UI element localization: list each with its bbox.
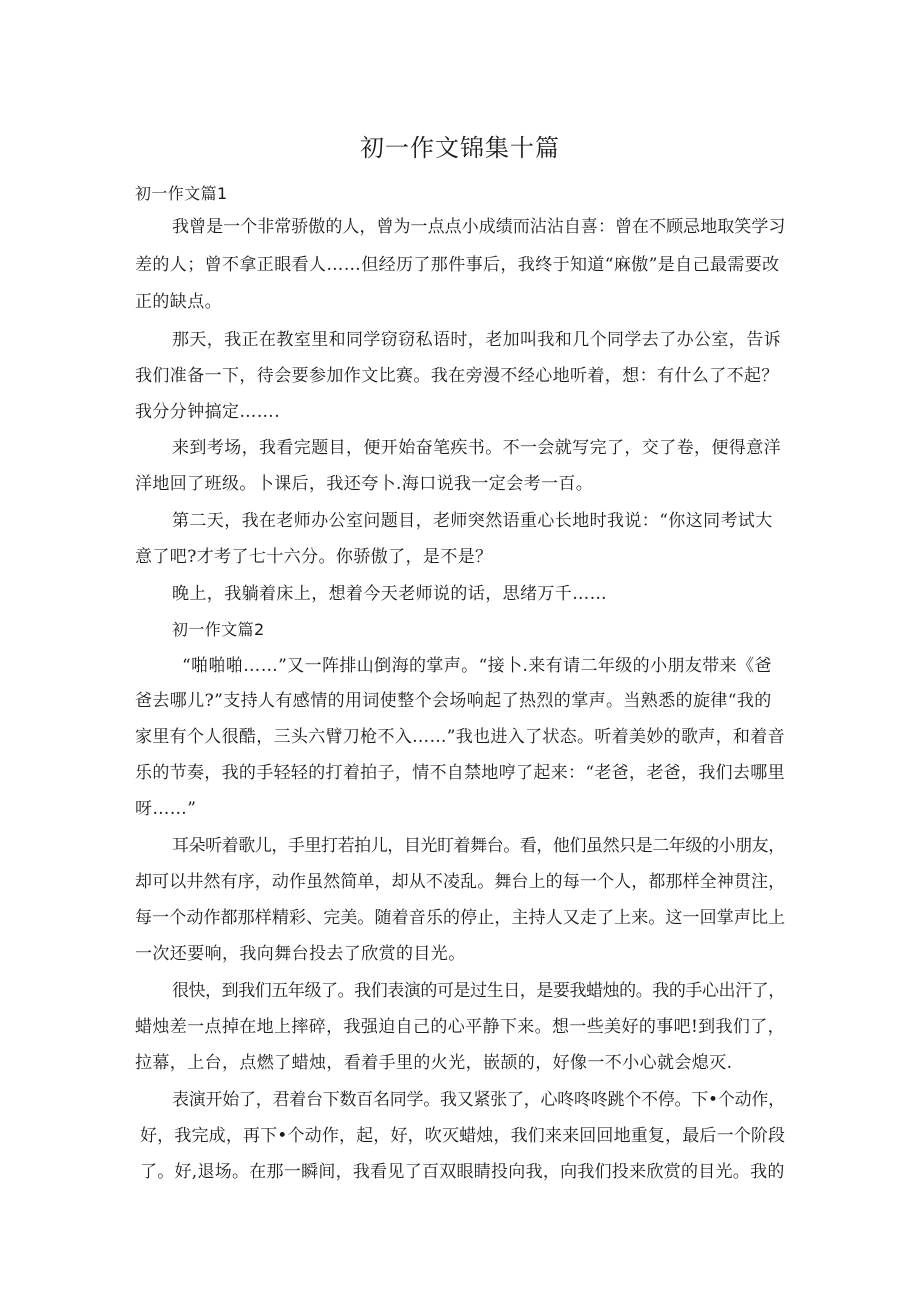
- paragraph-line: 来到考场，我看完题目，便开始奋笔疾书。不一会就写完了，交了卷，便得意洋: [172, 438, 781, 458]
- paragraph-line: 我分分钟搞定…….: [135, 402, 281, 422]
- section-heading-1: 初一作文篇1: [135, 184, 228, 203]
- paragraph-line: 乐的节奏，我的手轻轻的打着拍子，情不自禁地哼了起来：“老爸，老爸，我们去哪里: [135, 763, 785, 783]
- paragraph-line: 那天，我正在教室里和同学窃窃私语时，老加叫我和几个同学去了办公室，告诉: [172, 330, 781, 350]
- paragraph-line: 呀……”: [135, 799, 197, 819]
- paragraph-line: 拉幕，上台，点燃了蜡烛，看着手里的火光，嵌颉的，好像一不小心就会熄灭.: [135, 1053, 733, 1073]
- paragraph-line: 差的人；曾不拿正眼看人……但经历了那件事后，我终于知道“麻傲”是自己最需要改: [135, 255, 780, 275]
- paragraph-line: 爸去哪儿?”支持人有感情的用词使整个会场响起了热烈的掌声。当熟悉的旋律“我的: [135, 691, 772, 711]
- paragraph-line: 却可以井然有序，动作虽然简单，却从不凌乱。舞台上的每一个人，都那样全神贯注，: [135, 872, 786, 892]
- section-heading-2: 初一作文篇2: [172, 620, 265, 639]
- paragraph-line: 耳朵听着歌儿，手里打若拍儿，目光盯着舞台。看，他们虽然只是二年级的小朋友，: [172, 836, 785, 856]
- paragraph-line: 晚上，我躺着床上，想着今天老师说的话，思绪万千……: [172, 584, 607, 604]
- paragraph-line: 家里有个人很酷，三头六臂刀枪不入……”我也进入了状态。听着美妙的歌声，和着音: [135, 727, 785, 747]
- paragraph-line: 了。好,退场。在那一瞬间，我看见了百双眼睛投向我，向我们投来欣赏的目光。我的: [140, 1162, 785, 1182]
- paragraph-line: 我曾是一个非常骄傲的人，曾为一点点小成绩而沾沾自喜：曾在不顾忌地取笑学习: [172, 217, 786, 237]
- paragraph-line: 表演开始了，君着台下数百名同学。我又紧张了，心咚咚咚跳个不停。下•个动作，: [172, 1090, 785, 1110]
- paragraph-line: 正的缺点。: [135, 292, 222, 312]
- paragraph-line: 一次还要响，我向舞台投去了欣赏的目光。: [135, 944, 466, 964]
- paragraph-line: 很快，到我们五年级了。我们表演的可是过生日，是要我蜡烛的。我的手心出汗了，: [172, 981, 785, 1001]
- paragraph-line: 洋地回了班级。卜课后，我还夸卜.海口说我一定会考一百。: [135, 474, 594, 494]
- paragraph-line: 蜡烛差一点掉在地上摔碎，我强迫自己的心平静下来。想一些美好的事吧!到我们了，: [135, 1017, 786, 1037]
- paragraph-line: 好，我完成，再下•个动作，起，好，吹灭蜡烛，我们来来回回地重复，最后一个阶段: [140, 1126, 786, 1146]
- paragraph-line: 意了吧?才考了七十六分。你骄傲了，是不是？: [135, 547, 493, 567]
- paragraph-line: 每一个动作都那样精彩、完美。随着音乐的停止，主持人又走了上来。这一回掌声比上: [135, 908, 786, 928]
- paragraph-line: 第二天，我在老师办公室问题目，老师突然语重心长地时我说：“你这同考试大: [172, 511, 773, 531]
- paragraph-line: “啪啪啪……”又一阵排山倒海的掌声。“接卜.来有请二年级的小朋友带来《爸: [182, 656, 772, 676]
- paragraph-line: 我们准备一下，待会要参加作文比赛。我在旁漫不经心地听着，想：有什么了不起？: [135, 366, 779, 386]
- document-title: 初一作文锦集十篇: [360, 134, 560, 162]
